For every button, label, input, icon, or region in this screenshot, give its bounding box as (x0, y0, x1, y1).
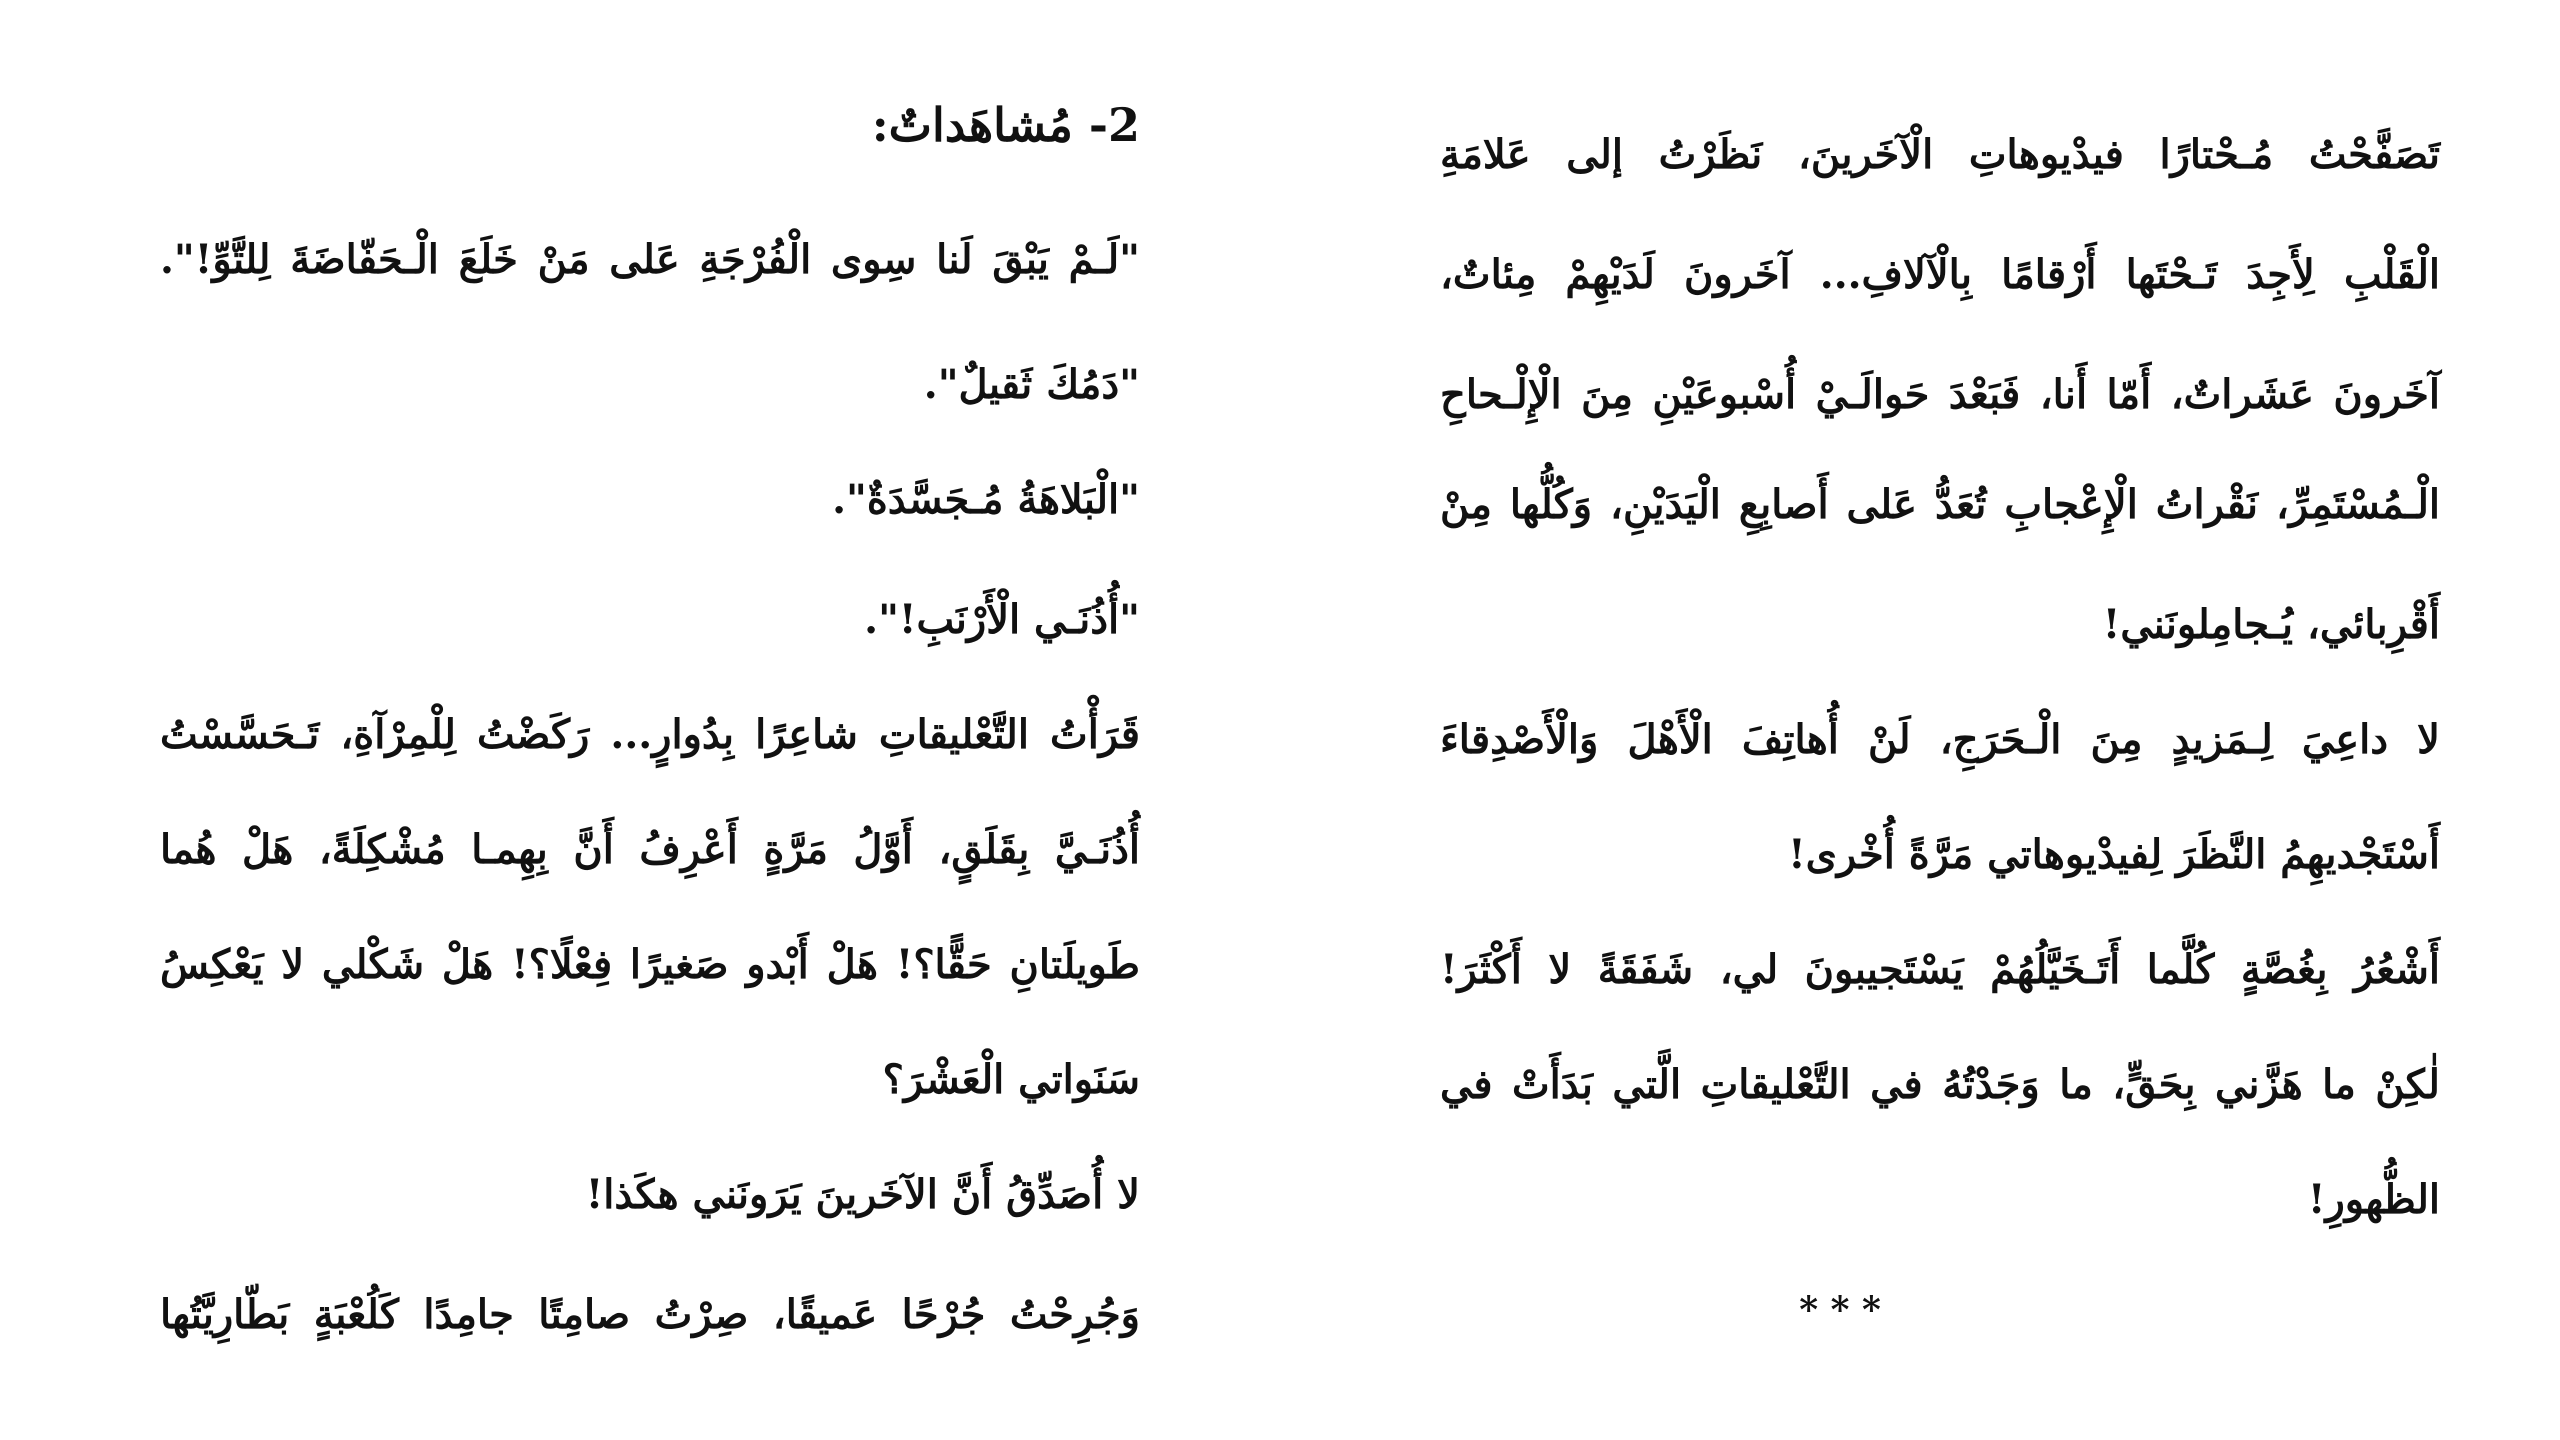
right-page-line-10: الظُّهورِ! (2307, 1176, 2440, 1223)
left-page-line-8: سَنَواتي الْعَشْرَ؟ (882, 1056, 1140, 1103)
left-page-line-9: لا أُصَدِّقُ أَنَّ الآخَرينَ يَرَونَني هكَذا! (585, 1171, 1140, 1218)
right-page-line-6: لا داعِيَ لِـمَزيدٍ مِنَ الْـحَرَجِ، لَنْ أُهاتِفَ الْأَهْلَ وَالْأَصْدِقاءَ (1440, 716, 2440, 763)
left-page (160, 0, 1140, 1440)
section-heading: 2- مُشاهَداتٌ: (871, 98, 1140, 152)
right-page-line-5: أَقْرِبائي، يُـجامِلونَني! (2102, 601, 2440, 648)
section-separator: * * * (1799, 1289, 1881, 1331)
left-page-line-10: وَجُرِحْتُ جُرْحًا عَميقًا، صِرْتُ صامِتًا جامِدًا كَلُعْبَةٍ بَطّارِيَّتُها (160, 1291, 1140, 1338)
right-page-line-7: أَسْتَجْديهِمُ النَّظَرَ لِفيدْيوهاتي مَرَّةً أُخْرى! (1788, 831, 2440, 878)
right-page-line-8: أَشْعُرُ بِغُصَّةٍ كُلَّما أَتَـخَيَّلُهُمْ يَسْتَجيبونَ لي، شَفَقَةً لا أَكْثَرَ! (1440, 946, 2440, 993)
left-page-line-1: "لَـمْ يَبْقَ لَنا سِوى الْفُرْجَةِ عَلى مَنْ خَلَعَ الْـحَفّاضَةَ لِلتَّوِّ!". (160, 236, 1140, 283)
left-page-line-2: "دَمُكَ ثَقيلٌ". (923, 361, 1140, 408)
right-page (1440, 0, 2440, 1440)
left-page-line-7: طَويلَتانِ حَقًّا؟! هَلْ أَبْدو صَغيرًا فِعْلًا؟! هَلْ شَكْلي لا يَعْكِسُ (160, 941, 1140, 988)
right-page-line-2: الْقَلْبِ لِأَجِدَ تَـحْتَها أَرْقامًا بِالْآلافِ... آخَرونَ لَدَيْهِمْ مِئاتٌ، (1440, 251, 2441, 298)
left-page-line-5: قَرَأْتُ التَّعْليقاتِ شاعِرًا بِدُوارٍ... رَكَضْتُ لِلْمِرْآةِ، تَـحَسَّسْتُ (160, 711, 1140, 758)
right-page-line-1: تَصَفَّحْتُ مُـحْتارًا فيدْيوهاتِ الْآخَرينَ، نَظَرْتُ إلى عَلامَةِ (1440, 131, 2440, 178)
left-page-line-6: أُذُنَـيَّ بِقَلَقٍ، أَوَّلُ مَرَّةٍ أَعْرِفُ أَنَّ بِهِمـا مُشْكِلَةً، هَلْ هُما (160, 826, 1140, 873)
right-page-line-4: الْـمُسْتَمِرِّ، نَقْراتُ الْإِعْجابِ تُعَدُّ عَلى أَصابِعِ الْيَدَيْنِ، وَكُلُّها مِنْ (1440, 481, 2440, 528)
right-page-line-3: آخَرونَ عَشَراتٌ، أَمّا أَنا، فَبَعْدَ حَوالَـيْ أُسْبوعَيْنِ مِنَ الْإِلْـحاحِ (1440, 371, 2440, 418)
left-page-line-4: "أُذُنَـي الْأَرْنَبِ!". (864, 596, 1140, 643)
right-page-line-9: لٰكِنْ ما هَزَّني بِحَقٍّ، ما وَجَدْتُهُ في التَّعْليقاتِ الَّتي بَدَأَتْ في (1440, 1061, 2440, 1108)
left-page-line-3: "الْبَلاهَةُ مُـجَسَّدَةٌ". (832, 476, 1140, 523)
